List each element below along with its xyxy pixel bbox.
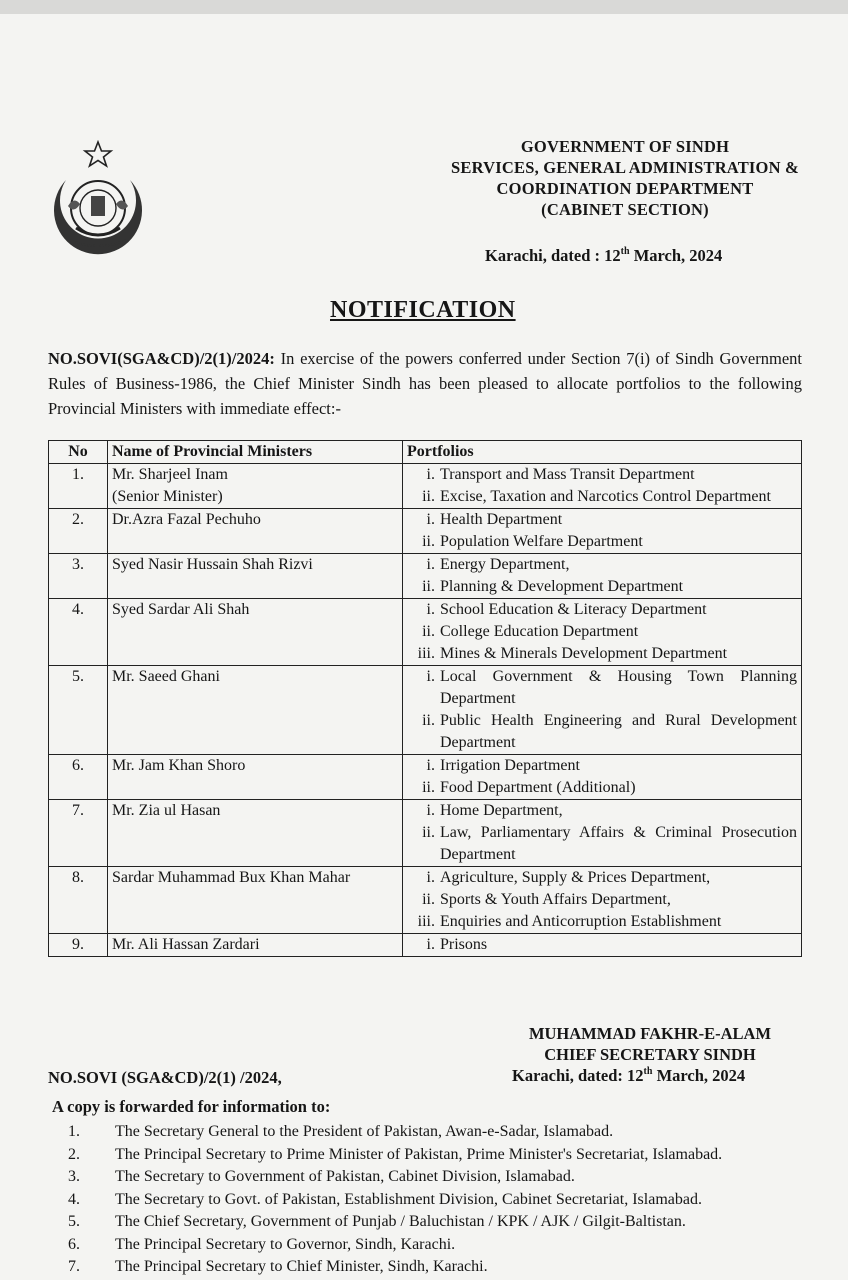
portfolio-list [403, 755, 802, 800]
portfolio-item-text: Home Department, [440, 802, 563, 819]
portfolio-item-number: i. [426, 757, 435, 774]
portfolio-item-text: Planning & Development Department [440, 578, 684, 595]
portfolio-item-text: Local Government & Housing Town Planning Department [440, 668, 797, 707]
header-name: Name of Provincial Ministers [108, 441, 403, 464]
portfolio-item-text: Health Department [440, 511, 563, 528]
minister-name [108, 554, 403, 599]
portfolio-list [403, 934, 802, 957]
minister-name [108, 934, 403, 957]
portfolio-item-text: Mines & Minerals Development Department [440, 645, 728, 662]
portfolio-item-text: Excise, Taxation and Narcotics Control Department [440, 488, 771, 505]
portfolio-item-text: Food Department (Additional) [440, 779, 636, 796]
minister-name-text: Mr. Jam Khan Shoro [112, 757, 246, 774]
minister-name-text: Mr. Zia ul Hasan [112, 802, 221, 819]
portfolio-item-text: Irrigation Department [440, 757, 580, 774]
portfolio-list [403, 554, 802, 599]
portfolio-item [405, 822, 797, 866]
table-row [49, 509, 802, 554]
list-item-number: 7. [68, 1258, 80, 1275]
row-number: 1. [49, 464, 108, 509]
portfolio-item [405, 800, 797, 822]
portfolio-item [405, 911, 797, 933]
minister-name-text: Syed Nasir Hussain Shah Rizvi [112, 556, 313, 573]
list-item-text: The Secretary General to the President of Pakistan, Awan-e-Sadar, Islamabad. [115, 1123, 614, 1140]
row-number: 6. [49, 755, 108, 800]
portfolio-item [405, 464, 797, 486]
portfolio-item [405, 531, 797, 553]
signatory-designation: CHIEF SECRETARY SINDH [544, 1045, 756, 1064]
reference-number-2: NO.SOVI (SGA&CD)/2(1) /2024, [48, 1068, 282, 1087]
table-row [49, 464, 802, 509]
portfolio-item-number: i. [426, 936, 435, 953]
row-number: 9. [49, 934, 108, 957]
page-title: NOTIFICATION [330, 297, 516, 323]
portfolio-item-text: Population Welfare Department [440, 533, 643, 550]
portfolio-item-text: Public Health Engineering and Rural Development Department [440, 712, 797, 751]
list-item [68, 1121, 848, 1144]
portfolio-item-number: ii. [422, 891, 435, 908]
row-number: 2. [49, 509, 108, 554]
minister-name [108, 755, 403, 800]
portfolio-item-number: i. [426, 869, 435, 886]
portfolio-item-text: Law, Parliamentary Affairs & Criminal Prosecution Department [440, 824, 797, 863]
date-line: Karachi, dated : 12th March, 2024 [485, 246, 723, 265]
list-item-number: 2. [68, 1145, 80, 1163]
list-item [68, 1211, 848, 1234]
list-item-number: 6. [68, 1235, 80, 1253]
intro-text: In exercise of the powers conferred under Section 7(i) of Sindh Government Rules of Business-1986, the Chief Minister Sindh has been pleased to allocate portfolios to the following Provincial Ministers with immediate effect:- [48, 349, 802, 418]
header-line-1: GOVERNMENT OF SINDH [520, 137, 730, 156]
portfolio-list [403, 867, 802, 934]
portfolio-item-text: Energy Department, [440, 556, 570, 573]
minister-name-text: Dr.Azra Fazal Pechuho [112, 511, 261, 528]
portfolio-list [403, 599, 802, 666]
list-item-text: The Principal Secretary to Chief Minister, Sindh, Karachi. [115, 1258, 488, 1275]
portfolio-item [405, 867, 797, 889]
portfolio-item-text: Transport and Mass Transit Department [440, 466, 695, 483]
list-item [68, 1144, 848, 1167]
minister-name [108, 599, 403, 666]
header-no: No [49, 441, 108, 464]
table-row [49, 755, 802, 800]
minister-name-text: Sardar Muhammad Bux Khan Mahar [112, 869, 351, 886]
list-item-text: The Secretary to Govt. of Pakistan, Establishment Division, Cabinet Secretariat, Islamabad. [115, 1190, 702, 1208]
portfolio-item-number: ii. [422, 533, 435, 550]
minister-name-text: Syed Sardar Ali Shah [112, 601, 250, 618]
portfolio-item-text: Prisons [440, 936, 488, 953]
portfolio-list [403, 509, 802, 554]
list-item [68, 1189, 848, 1212]
table-row [49, 666, 802, 755]
portfolio-item-text: College Education Department [440, 623, 639, 640]
portfolio-item-number: i. [426, 601, 435, 618]
list-item-text: The Principal Secretary to Governor, Sindh, Karachi. [115, 1235, 456, 1253]
portfolio-item-number: ii. [422, 779, 435, 796]
portfolio-item-number: i. [426, 511, 435, 528]
portfolio-item-number: i. [426, 556, 435, 573]
list-item-number: 5. [68, 1213, 80, 1230]
table-row [49, 599, 802, 666]
portfolio-item-number: ii. [422, 488, 435, 505]
minister-title: (Senior Minister) [112, 488, 223, 505]
portfolio-list [403, 464, 802, 509]
portfolio-item [405, 554, 797, 576]
minister-name [108, 666, 403, 755]
portfolio-item-number: ii. [422, 623, 435, 640]
list-item-number: 1. [68, 1123, 80, 1140]
portfolio-table [48, 440, 802, 957]
list-item [68, 1234, 848, 1257]
row-number: 8. [49, 867, 108, 934]
top-edge [0, 0, 848, 14]
portfolio-item [405, 666, 797, 710]
portfolio-item-number: i. [426, 466, 435, 483]
portfolio-item-text: Sports & Youth Affairs Department, [440, 891, 671, 908]
portfolio-item-number: ii. [422, 824, 435, 841]
portfolio-item [405, 755, 797, 777]
copy-list [68, 1121, 848, 1279]
portfolio-list [403, 666, 802, 755]
portfolio-item-number: i. [426, 668, 435, 685]
minister-name [108, 509, 403, 554]
table-row [49, 800, 802, 867]
portfolio-item-number: ii. [422, 712, 435, 729]
header-portfolios: Portfolios [403, 441, 802, 464]
portfolio-item [405, 576, 797, 598]
portfolio-item [405, 621, 797, 643]
list-item-number: 4. [68, 1190, 80, 1208]
list-item-number: 3. [68, 1168, 80, 1185]
department-header [410, 136, 840, 220]
signature-block [505, 1023, 795, 1065]
row-number: 7. [49, 800, 108, 867]
table-row [49, 554, 802, 599]
portfolio-item-number: i. [426, 802, 435, 819]
portfolio-item [405, 509, 797, 531]
minister-name [108, 800, 403, 867]
portfolio-item-text: Enquiries and Anticorruption Establishment [440, 913, 722, 930]
portfolio-item [405, 710, 797, 754]
list-item-text: The Chief Secretary, Government of Punjab / Baluchistan / KPK / AJK / Gilgit-Baltistan. [115, 1213, 686, 1230]
reference-number: NO.SOVI(SGA&CD)/2(1)/2024: [48, 349, 275, 368]
minister-name [108, 464, 403, 509]
list-item [68, 1166, 848, 1189]
portfolio-item-number: iii. [417, 913, 435, 930]
portfolio-item [405, 889, 797, 911]
minister-name-text: Mr. Sharjeel Inam [112, 466, 228, 483]
portfolio-list [403, 800, 802, 867]
table-header-row [49, 441, 802, 464]
table-row [49, 934, 802, 957]
portfolio-item [405, 934, 797, 956]
portfolio-item-text: School Education & Literacy Department [440, 601, 707, 618]
copy-forwarded-heading: A copy is forwarded for information to: [52, 1097, 331, 1116]
header-line-3: COORDINATION DEPARTMENT [496, 179, 754, 198]
intro-paragraph [48, 346, 802, 421]
portfolio-item [405, 777, 797, 799]
minister-name-text: Mr. Ali Hassan Zardari [112, 936, 260, 953]
portfolio-item [405, 643, 797, 665]
government-seal-icon [48, 140, 148, 260]
list-item-text: The Principal Secretary to Prime Minister of Pakistan, Prime Minister's Secretariat, Islamabad. [115, 1145, 723, 1163]
portfolio-item [405, 599, 797, 621]
date-line-2: Karachi, dated: 12th March, 2024 [512, 1066, 746, 1085]
header-line-4: (CABINET SECTION) [541, 200, 709, 219]
signatory-name: MUHAMMAD FAKHR-E-ALAM [528, 1024, 772, 1043]
row-number: 3. [49, 554, 108, 599]
minister-name [108, 867, 403, 934]
portfolio-item-number: iii. [417, 645, 435, 662]
header-line-2: SERVICES, GENERAL ADMINISTRATION & [451, 158, 799, 177]
table-row [49, 867, 802, 934]
portfolio-item-number: ii. [422, 578, 435, 595]
portfolio-item-text: Agriculture, Supply & Prices Department, [440, 869, 711, 886]
row-number: 4. [49, 599, 108, 666]
minister-name-text: Mr. Saeed Ghani [112, 668, 220, 685]
portfolio-item [405, 486, 797, 508]
list-item [68, 1256, 848, 1279]
list-item-text: The Secretary to Government of Pakistan, Cabinet Division, Islamabad. [115, 1168, 575, 1185]
row-number: 5. [49, 666, 108, 755]
